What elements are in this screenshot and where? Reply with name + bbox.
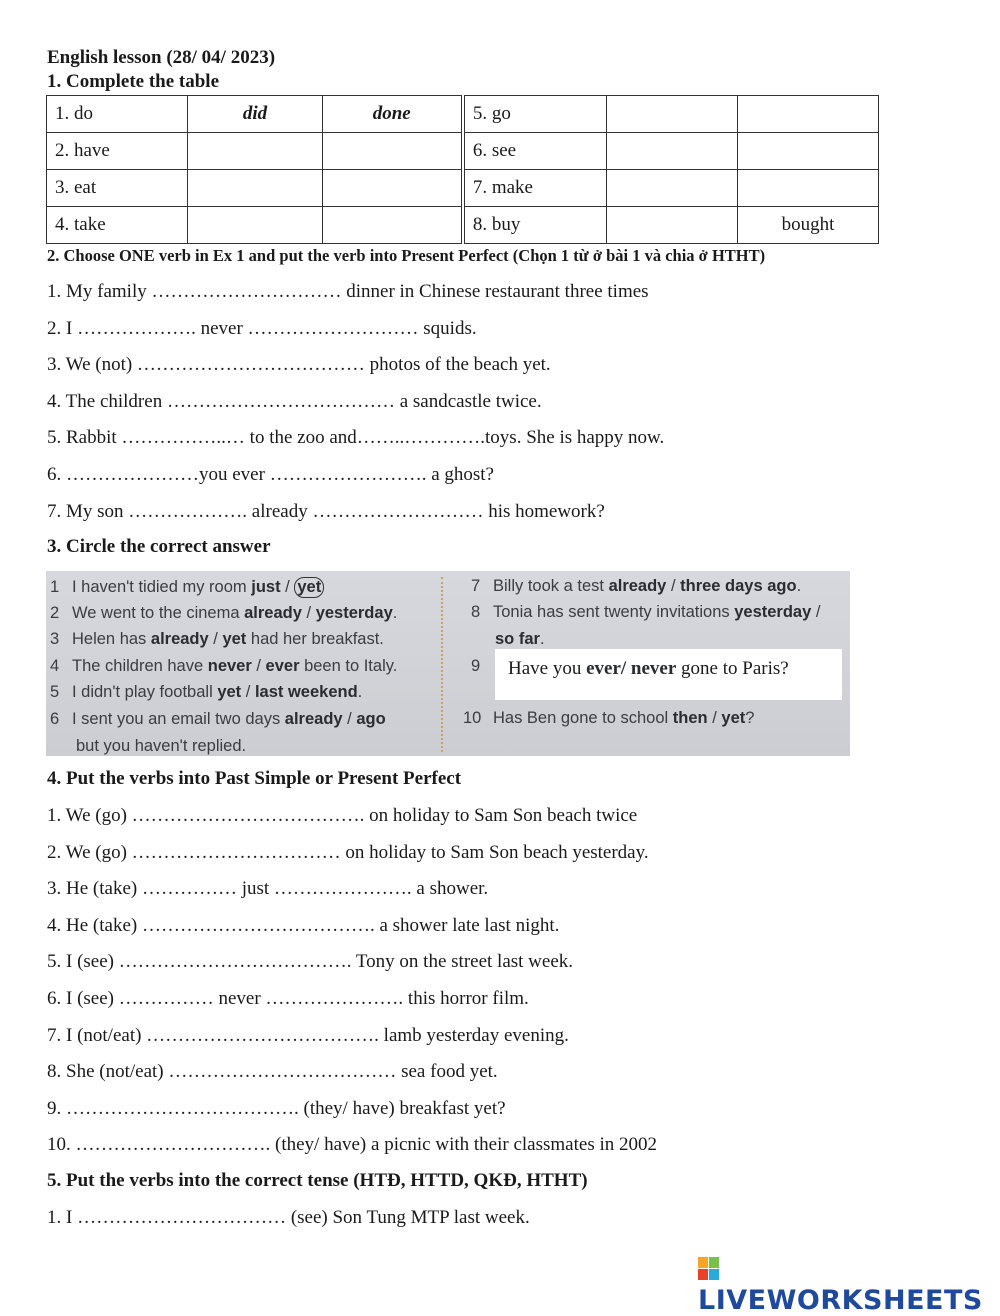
- exercise-3-slash: /: [208, 630, 223, 648]
- exercise-3-text: .: [796, 577, 802, 595]
- exercise-3-item: [50, 710, 386, 729]
- exercise-9-options[interactable]: ever/ never: [586, 658, 677, 679]
- exercise-3-text: I haven't tidied my room: [72, 578, 252, 596]
- exercise-3-option[interactable]: never: [207, 656, 252, 675]
- exercise-3-item: [463, 709, 754, 728]
- exercise-6-continuation: but you haven't replied.: [76, 737, 247, 755]
- exercise-3-option[interactable]: yet: [294, 577, 324, 598]
- exercise-3-slash: /: [342, 709, 357, 728]
- exercise-3-slash: /: [301, 603, 316, 622]
- verb-table-answer-cell[interactable]: [188, 133, 322, 170]
- verb-table-answer-cell[interactable]: [322, 170, 463, 207]
- section-1-title: 1. Complete the table: [47, 71, 220, 92]
- section-4-title: 4. Put the verbs into Past Simple or Present Perfect: [47, 768, 462, 789]
- exercise-3-number: 3: [50, 630, 60, 648]
- exercise-3-text: Has Ben gone to school: [493, 709, 673, 727]
- exercise-2-item[interactable]: 1. My family ………………………… dinner in Chinese restaurant three times: [47, 281, 649, 302]
- exercise-3-text: ?: [745, 709, 755, 727]
- exercise-3-text: We went to the cinema: [72, 603, 245, 622]
- exercise-3-text: been to Italy.: [299, 656, 398, 675]
- lesson-header: English lesson (28/ 04/ 2023): [47, 47, 276, 68]
- verb-table-answer-cell[interactable]: [738, 96, 879, 133]
- exercise-3-option[interactable]: already: [244, 603, 302, 622]
- exercise-3-option[interactable]: yet: [721, 709, 746, 727]
- section-5-title: 5. Put the verbs into the correct tense (HTĐ, HTTD, QKĐ, HTHT): [47, 1170, 588, 1191]
- exercise-3-item: [471, 603, 820, 622]
- exercise-4-item[interactable]: 9. ………………………………. (they/ have) breakfast yet?: [47, 1097, 506, 1119]
- exercise-4-item[interactable]: 1. We (go) ………………………………. on holiday to Sam Son beach twice: [47, 805, 638, 826]
- verb-table-verb-cell: 4. take: [47, 207, 188, 244]
- liveworksheets-logo-icon: [698, 1257, 720, 1281]
- exercise-3-number: 7: [471, 577, 481, 595]
- exercise-3-option[interactable]: already: [284, 709, 343, 728]
- exercise-3-text: .: [392, 603, 398, 622]
- exercise-4-item[interactable]: 2. We (go) …………………………… on holiday to Sam Son beach yesterday.: [47, 841, 649, 863]
- verb-table-answer-cell[interactable]: [188, 170, 322, 207]
- exercise-3-slash: /: [666, 577, 681, 595]
- exercise-3-slash: /: [811, 603, 821, 621]
- verb-table-row: [47, 207, 879, 244]
- exercise-3-slash: /: [280, 578, 295, 596]
- exercise-3-text: Billy took a test: [493, 577, 609, 595]
- verb-table-answer-cell[interactable]: [607, 96, 738, 133]
- verb-table-answer-cell[interactable]: did: [188, 96, 322, 133]
- verb-table-verb-cell: 3. eat: [47, 170, 188, 207]
- verb-table-answer-cell[interactable]: [322, 207, 463, 244]
- section-2-title: 2. Choose ONE verb in Ex 1 and put the verb into Present Perfect (Chọn 1 từ ở bài 1 và chia ở HTHT): [47, 246, 766, 265]
- exercise-3-option[interactable]: three days ago: [680, 577, 797, 595]
- exercise-3-text: had her breakfast.: [246, 630, 384, 648]
- verb-table-answer-cell[interactable]: bought: [738, 207, 879, 244]
- exercise-3-number: 4: [50, 656, 60, 675]
- exercise-8-period: .: [539, 630, 545, 648]
- verb-table-answer-cell[interactable]: [607, 207, 738, 244]
- exercise-3-text: .: [357, 683, 363, 701]
- verb-table-answer-cell[interactable]: [607, 133, 738, 170]
- exercise-3-option[interactable]: already: [608, 577, 667, 595]
- exercise-3-text: Helen has: [72, 630, 151, 648]
- exercise-3-item: [50, 630, 384, 649]
- exercise-2-item[interactable]: 5. Rabbit ……………..… to the zoo and……..………….toys. She is happy now.: [47, 427, 665, 449]
- verb-table-verb-cell: 2. have: [47, 133, 188, 170]
- exercise-3-number: 6: [50, 709, 60, 728]
- exercise-9-number: 9: [471, 657, 481, 675]
- verb-table-verb-cell: 5. go: [463, 96, 607, 133]
- section-3-title: 3. Circle the correct answer: [47, 536, 271, 557]
- exercise-2-item[interactable]: 6. …………………you ever ……………………. a ghost?: [47, 464, 494, 485]
- exercise-2-item[interactable]: 3. We (not) ……………………………… photos of the beach yet.: [47, 354, 551, 376]
- exercise-3-option[interactable]: yet: [222, 630, 247, 648]
- exercise-3-text: Tonia has sent twenty invitations: [493, 603, 735, 621]
- exercise-3-option[interactable]: yesterday: [315, 603, 393, 622]
- verb-table-verb-cell: 8. buy: [463, 207, 607, 244]
- exercise-3-option[interactable]: yesterday: [734, 603, 812, 621]
- exercise-3-number: 2: [50, 603, 60, 622]
- exercise-3-text: I didn't play football: [72, 683, 218, 701]
- exercise-3-option[interactable]: yet: [217, 683, 242, 701]
- exercise-4-item[interactable]: 10. …………………………. (they/ have) a picnic with their classmates in 2002: [47, 1134, 657, 1156]
- exercise-3-slash: /: [707, 709, 722, 727]
- verb-table-verb-cell: 7. make: [463, 170, 607, 207]
- exercise-8-continuation: [495, 630, 545, 649]
- exercise-3-item: [50, 683, 362, 702]
- verb-table-answer-cell[interactable]: [322, 133, 463, 170]
- exercise-3-item: [471, 577, 801, 596]
- exercise-3-number: 8: [471, 603, 481, 621]
- verb-table-answer-cell[interactable]: [738, 133, 879, 170]
- exercise-3-number: 5: [50, 683, 60, 701]
- verb-table-row: [47, 170, 879, 207]
- verb-table-answer-cell[interactable]: [607, 170, 738, 207]
- verb-table-answer-cell[interactable]: done: [322, 96, 463, 133]
- verb-table-answer-cell[interactable]: [188, 207, 322, 244]
- exercise-4-item[interactable]: 4. He (take) ………………………………. a shower late last night.: [47, 914, 560, 936]
- exercise-3-option[interactable]: ever: [265, 656, 300, 675]
- verb-table-row: [47, 96, 879, 133]
- verb-table: [46, 95, 879, 244]
- exercise-3-option[interactable]: last weekend: [254, 683, 358, 701]
- exercise-9-box: [495, 649, 842, 700]
- exercise-9-post: gone to Paris?: [676, 658, 789, 679]
- exercise-3-slash: /: [251, 656, 266, 675]
- exercise-2-item[interactable]: 7. My son ………………. already ……………………… his homework?: [47, 500, 605, 522]
- exercise-3-option[interactable]: ago: [356, 709, 386, 728]
- exercise-3-number: 1: [50, 578, 60, 596]
- exercise-3-item: [50, 657, 397, 676]
- verb-table-verb-cell: 6. see: [463, 133, 607, 170]
- exercise-3-option[interactable]: already: [150, 630, 209, 648]
- exercise-4-item[interactable]: 5. I (see) ………………………………. Tony on the street last week.: [47, 951, 574, 973]
- exercise-3-text: I sent you an email two days: [72, 709, 285, 728]
- exercise-8-so-far[interactable]: so far: [495, 630, 540, 648]
- exercise-5-item[interactable]: 1. I …………………………… (see) Son Tung MTP last week.: [47, 1207, 530, 1228]
- circle-answer-image: [46, 571, 850, 756]
- exercise-2-item[interactable]: 4. The children ……………………………… a sandcastle twice.: [47, 390, 542, 412]
- exercise-4-item[interactable]: 3. He (take) …………… just …………………. a shower.: [47, 878, 489, 900]
- exercise-3-option[interactable]: just: [251, 578, 281, 596]
- verb-table-answer-cell[interactable]: [738, 170, 879, 207]
- liveworksheets-logo-text: LIVEWORKSHEETS: [698, 1285, 983, 1316]
- exercise-3-option[interactable]: then: [672, 709, 708, 727]
- exercise-4-item[interactable]: 7. I (not/eat) ………………………………. lamb yesterday evening.: [47, 1024, 569, 1046]
- exercise-3-number: 10: [463, 709, 482, 727]
- verb-table-row: [47, 133, 879, 170]
- exercise-3-text: The children have: [72, 656, 208, 675]
- exercise-3-slash: /: [241, 683, 255, 701]
- exercise-4-item[interactable]: 6. I (see) …………… never …………………. this horror film.: [47, 988, 529, 1009]
- exercise-2-item[interactable]: 2. I ………………. never ……………………… squids.: [47, 317, 477, 339]
- exercise-3-item: [50, 604, 397, 623]
- exercise-4-item[interactable]: 8. She (not/eat) ……………………………… sea food yet.: [47, 1061, 498, 1083]
- exercise-9-pre: Have you: [508, 658, 587, 679]
- liveworksheets-logo: [698, 1254, 1000, 1316]
- column-divider: [441, 577, 443, 752]
- exercise-3-item: [50, 577, 324, 598]
- verb-table-verb-cell: 1. do: [47, 96, 188, 133]
